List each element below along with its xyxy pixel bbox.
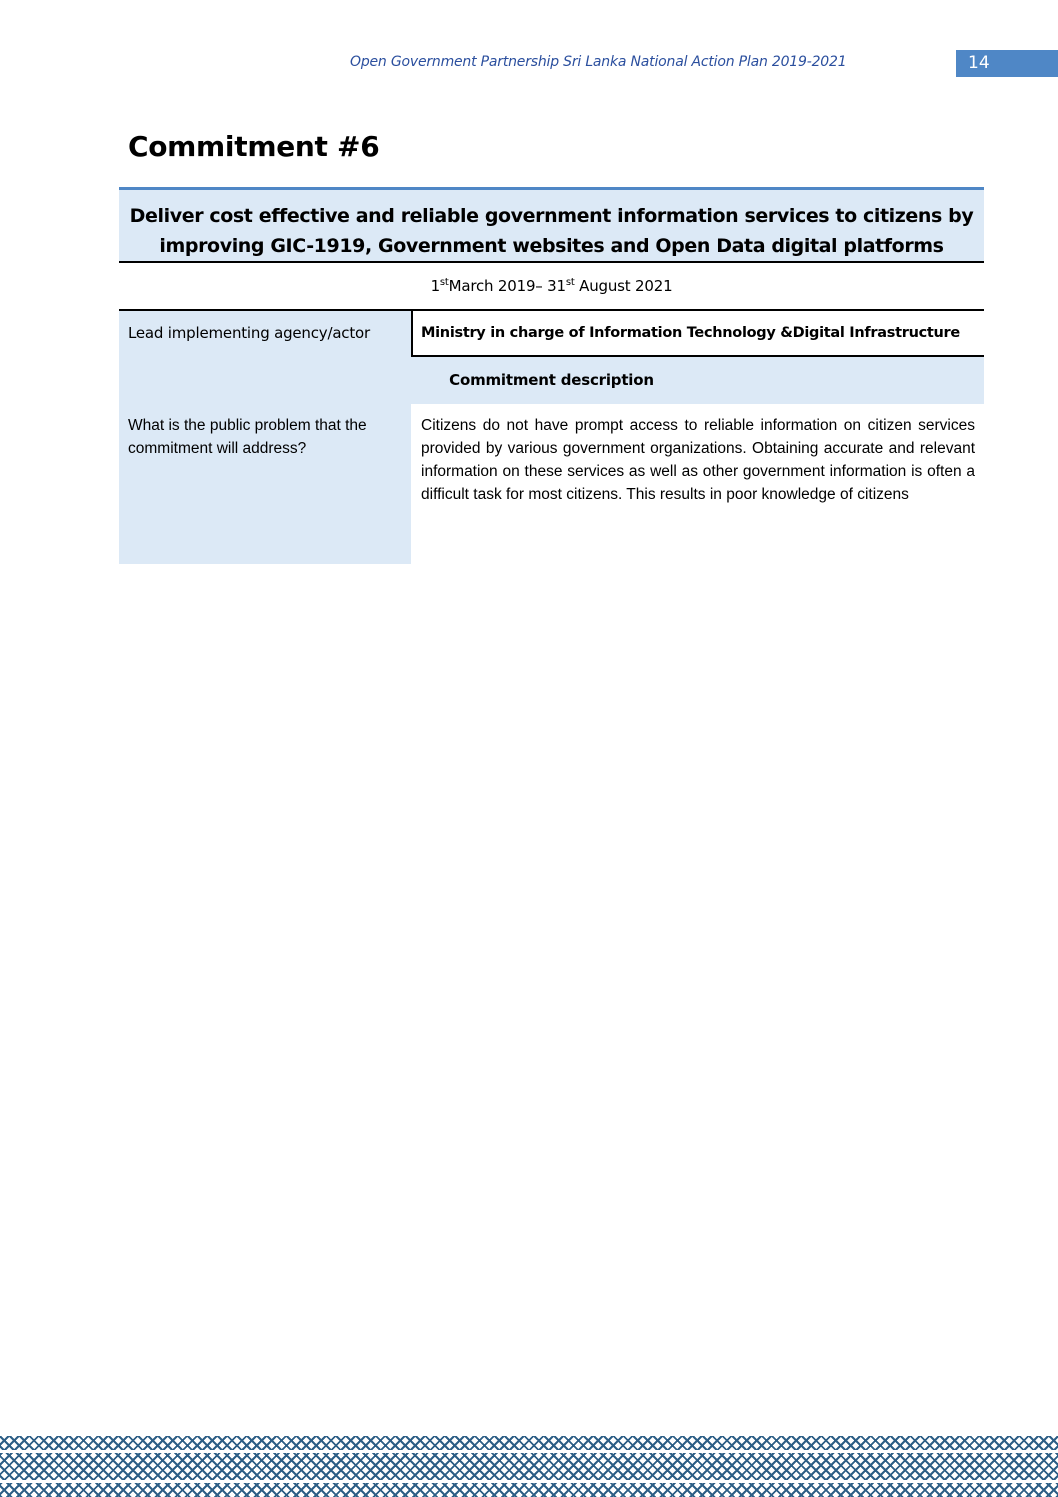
decorative-footer-pattern <box>0 1436 1058 1497</box>
running-header: Open Government Partnership Sri Lanka National Action Plan 2019-2021 <box>350 54 847 70</box>
public-problem-row <box>119 404 984 564</box>
page-title: Commitment #6 <box>128 130 380 163</box>
lead-agency-row <box>119 311 984 357</box>
commitment-description-header: Commitment description <box>119 357 984 404</box>
commitment-title: Deliver cost effective and reliable government information services to citizens by improving GIC-1919, Government websites and Open Data digital platforms <box>119 187 984 263</box>
lead-agency-label: Lead implementing agency/actor <box>119 311 411 357</box>
start-suffix: st <box>439 277 449 288</box>
footer-stripe <box>0 1480 1058 1483</box>
public-problem-label: What is the public problem that the commitment will address? <box>119 404 411 564</box>
page-number: 14 <box>956 50 1058 77</box>
lead-agency-value: Ministry in charge of Information Technology &Digital Infrastructure <box>411 311 984 357</box>
end-date: August 2021 <box>574 277 673 295</box>
commitment-table <box>119 187 984 564</box>
commitment-dates <box>119 263 984 311</box>
footer-stripe <box>0 1450 1058 1453</box>
date-range: March 2019– 31 <box>448 277 566 295</box>
start-day: 1 <box>430 277 440 295</box>
public-problem-text: Citizens do not have prompt access to reliable information on citizen services provided by various government organizations. Obtaining accurate and relevant information on these services as well as other government information is often a difficult task for most citizens. This results in poor knowledge of citizens <box>421 417 975 503</box>
end-suffix: st <box>565 277 575 288</box>
